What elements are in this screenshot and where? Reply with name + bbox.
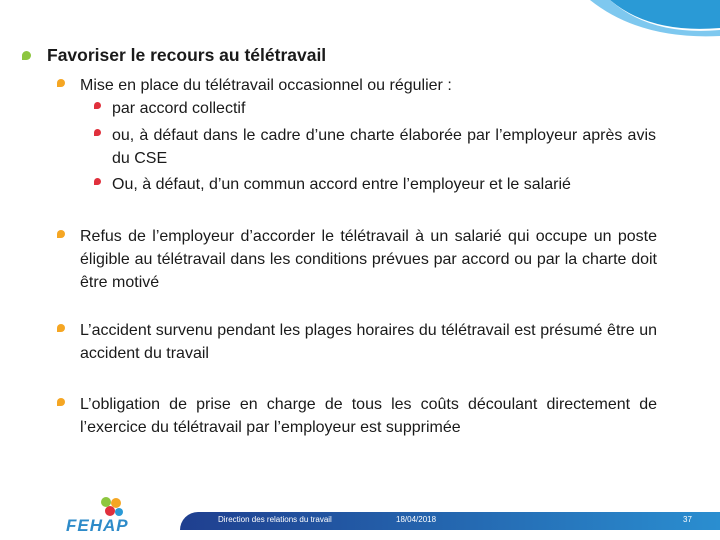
sub-bullet-item xyxy=(94,124,656,170)
footer-date: 18/04/2018 xyxy=(396,515,437,524)
slide-title-row xyxy=(22,45,682,66)
sub-bullet-text: par accord collectif xyxy=(112,100,246,117)
sub-bullet-icon xyxy=(94,102,101,109)
bullet-icon xyxy=(57,398,65,406)
bullet-icon xyxy=(57,79,65,87)
bullet-text: Mise en place du télétravail occasionnel ou régulier : xyxy=(80,77,452,94)
bullet-text: L’accident survenu pendant les plages horaires du télétravail est présumé être un accident du travail xyxy=(80,322,657,362)
bullet-item xyxy=(57,393,657,439)
bullet-icon xyxy=(57,324,65,332)
bullet-text: Refus de l’employeur d’accorder le télétravail à un salarié qui occupe un poste éligible au télétravail dans les conditions prévues par accord ou par la charte doit être motivé xyxy=(80,228,657,291)
bullet-text: L’obligation de prise en charge de tous les coûts découlant directement de l’exercice du télétravail par l’employeur est supprimée xyxy=(80,396,657,436)
sub-bullet-icon xyxy=(94,178,101,185)
footer xyxy=(0,490,720,540)
fehap-logo xyxy=(66,494,130,538)
footer-department: Direction des relations du travail xyxy=(218,515,332,524)
bullet-item xyxy=(57,225,657,294)
slide-title: Favoriser le recours au télétravail xyxy=(47,45,327,65)
sub-bullet-icon xyxy=(94,129,101,136)
sub-bullet-item xyxy=(94,173,656,196)
logo-text: FEHAP xyxy=(66,516,129,535)
top-corner-decoration xyxy=(590,0,720,40)
bullet-icon xyxy=(57,230,65,238)
page-number: 37 xyxy=(683,515,692,524)
sub-bullet-item xyxy=(94,97,656,120)
bullet-item xyxy=(57,74,657,97)
sub-bullet-text: ou, à défaut dans le cadre d’une charte élaborée par l’employeur après avis du CSE xyxy=(112,127,656,167)
bullet-item xyxy=(57,319,657,365)
title-bullet-icon xyxy=(22,51,31,60)
sub-bullet-text: Ou, à défaut, d’un commun accord entre l’employeur et le salarié xyxy=(112,176,571,193)
